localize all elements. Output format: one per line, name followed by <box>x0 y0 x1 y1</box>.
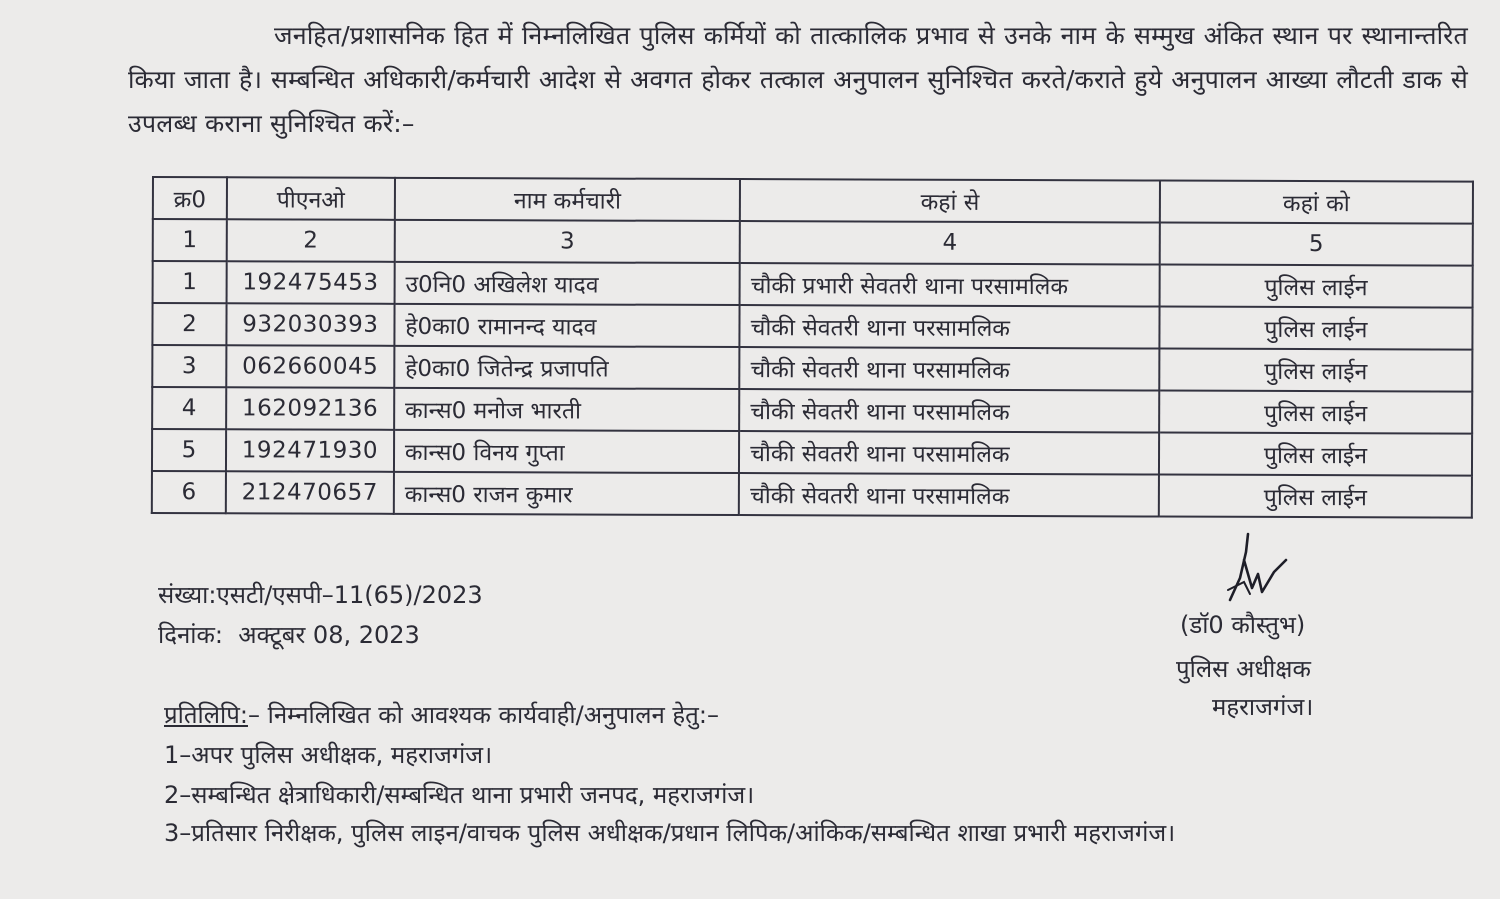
employee-name-cell: कान्स0 राजन कुमार <box>394 472 740 515</box>
copy-to-heading <box>164 698 719 731</box>
pno-cell: 192471930 <box>226 429 394 472</box>
from-cell: चौकी सेवतरी थाना परसामलिक <box>739 389 1159 432</box>
table-row <box>152 471 1472 518</box>
header-serial: क्र0 <box>153 177 227 219</box>
from-cell: चौकी सेवतरी थाना परसामलिक <box>739 431 1159 474</box>
pno-cell: 192475453 <box>226 261 394 304</box>
table-row <box>152 345 1472 392</box>
transfer-table <box>151 176 1474 519</box>
table-row <box>153 261 1473 308</box>
serial-cell: 5 <box>152 429 226 471</box>
serial-cell: 2 <box>152 303 226 345</box>
reference-number: संख्या:एसटी/एसपी–11(65)/2023 <box>158 581 483 609</box>
copy-to-heading-text: – निम्नलिखित को आवश्यक कार्यवाही/अनुपालन हेतु:– <box>247 701 719 729</box>
from-cell: चौकी सेवतरी थाना परसामलिक <box>739 473 1159 516</box>
column-number: 2 <box>227 219 395 262</box>
column-number: 5 <box>1160 223 1473 266</box>
column-number: 4 <box>740 221 1160 264</box>
header-from: कहां से <box>740 179 1160 222</box>
handwritten-signature <box>1200 530 1310 620</box>
signatory-place: महराजगंज। <box>1212 693 1314 721</box>
intro-paragraph: जनहित/प्रशासनिक हित में निम्नलिखित पुलिस कर्मियों को तात्कालिक प्रभाव से उनके नाम के सम्मुख अंकित स्थान पर स्थानान्तरित किया जाता है। सम्बन्धित अधिकारी/कर्मचारी आदेश से अवगत होकर तत्काल अनुपालन सुनिश्चित करते/कराते हुये अनुपालन आख्या लौटती डाक से उपलब्ध कराना सुनिश्चित करें:– <box>128 21 1468 138</box>
employee-name-cell: उ0नि0 अखिलेश यादव <box>394 262 740 305</box>
to-cell: पुलिस लाईन <box>1159 475 1472 518</box>
pno-cell: 212470657 <box>226 471 394 514</box>
copy-to-item: 2–सम्बन्धित क्षेत्राधिकारी/सम्बन्धित थाना प्रभारी जनपद, महराजगंज। <box>164 781 755 809</box>
reference-date: दिनांक: अक्टूबर 08, 2023 <box>158 621 420 649</box>
copy-to-label: प्रतिलिपि: <box>164 701 248 729</box>
header-employee-name: नाम कर्मचारी <box>395 178 741 221</box>
header-pno: पीएनओ <box>227 177 395 220</box>
employee-name-cell: कान्स0 विनय गुप्ता <box>394 430 740 473</box>
serial-cell: 1 <box>153 261 227 303</box>
pno-cell: 162092136 <box>226 387 394 430</box>
table-header-row <box>153 177 1473 224</box>
copy-to-item: 1–अपर पुलिस अधीक्षक, महराजगंज। <box>164 741 493 769</box>
column-number: 1 <box>153 219 227 261</box>
from-cell: चौकी सेवतरी थाना परसामलिक <box>740 305 1160 348</box>
to-cell: पुलिस लाईन <box>1159 349 1472 392</box>
table-row <box>152 303 1472 350</box>
copy-to-item: 3–प्रतिसार निरीक्षक, पुलिस लाइन/वाचक पुलिस अधीक्षक/प्रधान लिपिक/आंकिक/सम्बन्धित शाखा प्रभारी महराजगंज। <box>164 819 1176 847</box>
table-column-number-row <box>153 219 1473 266</box>
to-cell: पुलिस लाईन <box>1159 307 1472 350</box>
to-cell: पुलिस लाईन <box>1159 265 1472 308</box>
employee-name-cell: हे0का0 रामानन्द यादव <box>394 304 740 347</box>
table-row <box>152 387 1472 434</box>
signatory-name: (डॉ0 कौस्तुभ) <box>1180 611 1306 639</box>
to-cell: पुलिस लाईन <box>1159 391 1472 434</box>
serial-cell: 6 <box>152 471 226 513</box>
column-number: 3 <box>395 220 741 263</box>
pno-cell: 932030393 <box>226 303 394 346</box>
table-row <box>152 429 1472 476</box>
employee-name-cell: हे0का0 जितेन्द्र प्रजापति <box>394 346 740 389</box>
pno-cell: 062660045 <box>226 345 394 388</box>
from-cell: चौकी सेवतरी थाना परसामलिक <box>740 347 1160 390</box>
serial-cell: 3 <box>152 345 226 387</box>
to-cell: पुलिस लाईन <box>1159 433 1472 476</box>
employee-name-cell: कान्स0 मनोज भारती <box>394 388 740 431</box>
header-to: कहां को <box>1160 181 1473 224</box>
from-cell: चौकी प्रभारी सेवतरी थाना परसामलिक <box>740 263 1160 306</box>
serial-cell: 4 <box>152 387 226 429</box>
signatory-designation: पुलिस अधीक्षक <box>1176 655 1311 683</box>
